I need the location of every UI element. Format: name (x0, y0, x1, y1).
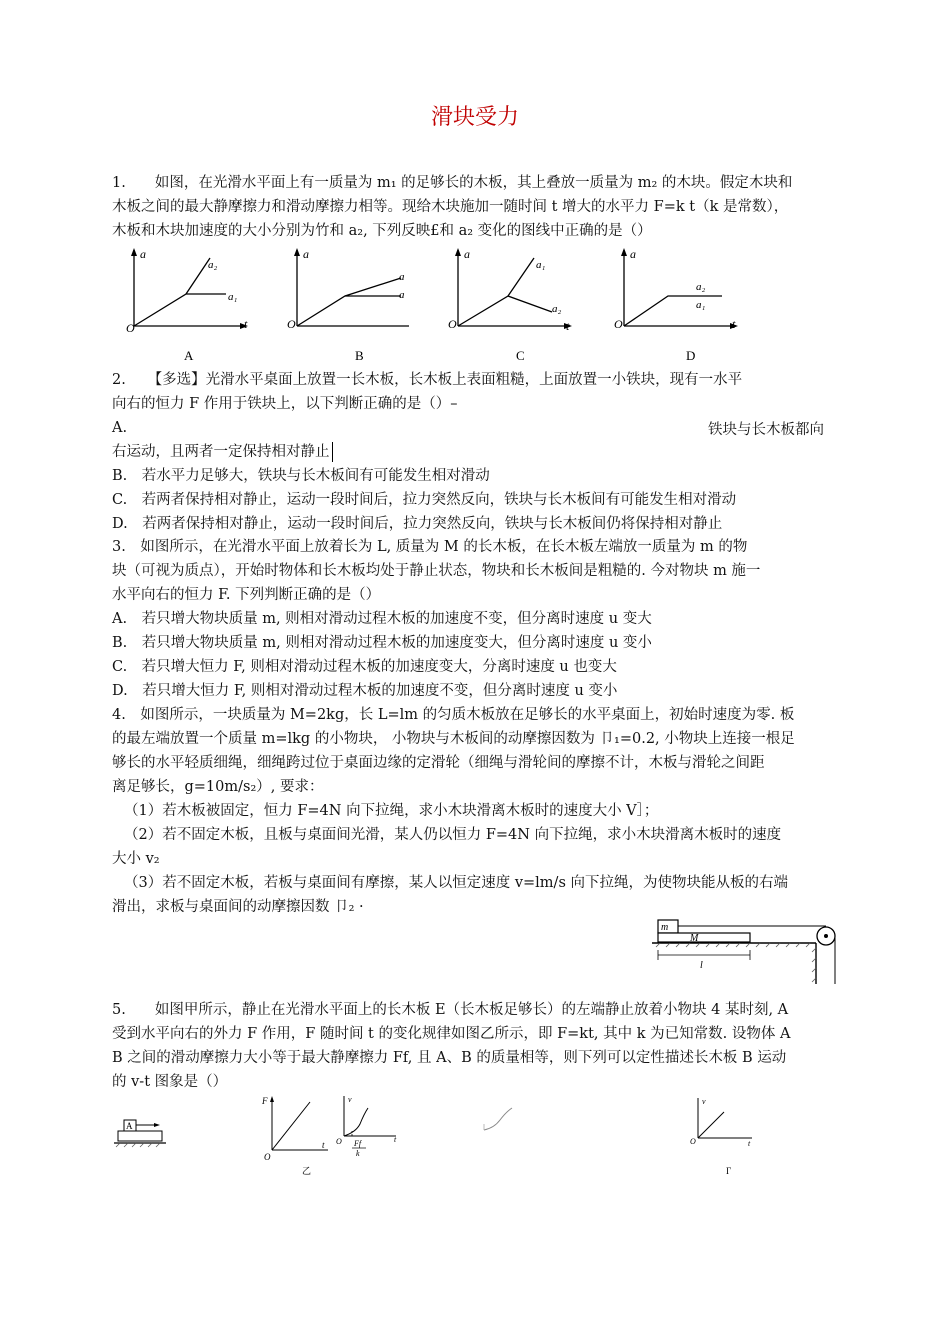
q5-vt2-origin: O (690, 1137, 696, 1146)
q4-part-3-cont: 滑出，求板与桌面间的动摩擦因数 卩₂ · (112, 899, 364, 915)
q3-line-3: 水平向右的恒力 F. 下列判断正确的是（） (112, 587, 381, 603)
q1c-axis-y: a (464, 247, 470, 261)
q5-ft-caption: 乙 (302, 1166, 312, 1176)
q5-line-1: 5. 如图甲所示，静止在光滑水平面上的长木板 E（长木板足够长）的左端静止放着小物块 4 某时刻, A (112, 1002, 789, 1018)
q5-faint-curve (480, 1106, 520, 1136)
q1d-upper: a₂ (696, 281, 706, 293)
q4-fig-m: m (661, 922, 669, 933)
q1a-axis-y: a (140, 247, 146, 261)
q5-line-4: 的 v-t 图象是（） (112, 1074, 228, 1090)
q5-line-3: B 之间的滑动摩擦力大小等于最大静摩擦力 Ff, 且 A、B 的质量相等，则下列可以定性描述长木板 B 运动 (112, 1050, 787, 1066)
q1b-axis-y: a (303, 247, 309, 261)
q2-opt-a-cont: 右运动，且两者一定保持相对静止 (112, 442, 333, 462)
q1-graph-d (612, 246, 752, 361)
q3-opt-b: B. 若只增大物块质量 m, 则相对滑动过程木板的加速度变大，但分离时速度 u 变小 (112, 635, 652, 651)
q4-line-3: 够长的水平轻质细绳，细绳跨过位于桌面边缘的定滑轮（细绳与滑轮间的摩擦不计，木板与滑轮之间距 (112, 755, 765, 771)
q2-opt-a-label: A. (112, 420, 128, 436)
q4-part-2-cont: 大小 v₂ (112, 851, 160, 867)
q4-part-1: （1）若木板被固定，恒力 F=4N 向下拉绳，求小木块滑离木板时的速度大小 V］； (124, 803, 659, 819)
q1b-origin: O (287, 317, 296, 331)
q1a-upper: a₂ (208, 259, 218, 271)
q2-opt-b: B. 若水平力足够大，铁块与长木板间有可能发生相对滑动 (112, 468, 490, 484)
q1-graph-b (285, 246, 425, 361)
q1-line-3: 木板和木块加速度的大小分别为竹和 a₂, 下列反映£和 a₂ 变化的图线中正确的是（） (112, 223, 652, 239)
q4-fig-M: M (690, 933, 699, 944)
q1c-upper: a₁ (536, 259, 546, 271)
q2-opt-d: D. 若两者保持相对静止，运动一段时间后，拉力突然反向，铁块与长木板间仍将保持相对静止 (112, 516, 723, 532)
q1d-axis-x: t (732, 317, 736, 331)
q1-line-2: 木板之间的最大静摩擦力和滑动摩擦力相等。现给木块施加一随时间 t 增大的水平力 F=k t（k 是常数）， (112, 199, 789, 215)
q5-vt2-axis-x: t (748, 1139, 751, 1148)
q5-vt-axis-y: v (348, 1095, 352, 1104)
q4-part-3: （3）若不固定木板，若板与桌面间有摩擦，某人以恒定速度 v=lm/s 向下拉绳，为使物块能从板的右端 (124, 875, 788, 891)
q1d-lower: a₁ (696, 299, 706, 311)
q3-line-2: 块（可视为质点），开始时物体和长木板均处于静止状态，物块和长木板间是粗糙的. 今对物块 m 施一 (112, 563, 761, 579)
q5-block-label: A (126, 1121, 133, 1131)
q5-ft-axis-x: t (322, 1140, 325, 1150)
q1a-axis-x: t (244, 317, 248, 331)
q4-line-1: 4. 如图所示，一块质量为 M=2kg，长 L=lm 的匀质木板放在足够长的水平桌面上，初始时速度为零. 板 (112, 707, 795, 723)
q3-opt-a: A. 若只增大物块质量 m, 则相对滑动过程木板的加速度不变，但分离时速度 u 变大 (112, 611, 652, 627)
q1a-lower: a₁ (228, 291, 238, 303)
q1d-axis-y: a (630, 247, 636, 261)
q1c-lower: a₂ (552, 303, 562, 315)
q4-line-2: 的最左端放置一个质量 m=lkg 的小物块， 小物块与木板间的动摩擦因数为 卩₁=0.2, 小物块上连接一根足 (112, 731, 795, 747)
q4-board-figure (650, 912, 840, 988)
q3-opt-d: D. 若只增大恒力 F, 则相对滑动过程木板的加速度不变，但分离时速度 u 变小 (112, 683, 618, 699)
q5-ft-graph (258, 1094, 338, 1176)
q1d-origin: O (614, 317, 623, 331)
q2-line-2: 向右的恒力 F 作用于铁块上，以下判断正确的是（）– (112, 396, 458, 412)
q1-graph-c (446, 246, 586, 361)
q1b-label: B (355, 348, 364, 361)
q5-block-figure (114, 1114, 174, 1154)
q1b-lower: a (399, 289, 405, 301)
q1-graph-a (122, 246, 262, 361)
q3-line-1: 3. 如图所示，在光滑水平面上放着长为 L, 质量为 M 的长木板，在长木板左端放一质量为 m 的物 (112, 539, 748, 555)
q5-vt-frac-bot: k (356, 1149, 360, 1158)
q4-fig-l: l (700, 960, 703, 971)
q4-line-4: 离足够长，g=10m/s₂）, 要求： (112, 779, 324, 795)
q1c-label: C (516, 348, 525, 361)
q4-part-2: （2）若不固定木板，且板与桌面间光滑，某人仍以恒力 F=4N 向下拉绳，求小木块滑离木板时的速度 (124, 827, 782, 843)
q1b-upper: a (399, 271, 405, 283)
q5-vt-graph-right (684, 1094, 774, 1176)
page-title: 滑块受力 (430, 105, 519, 130)
q3-opt-c: C. 若只增大恒力 F, 则相对滑动过程木板的加速度变大，分离时速度 u 也变大 (112, 659, 617, 675)
q1-line-1: 1. 如图，在光滑水平面上有一质量为 m₁ 的足够长的木板，其上叠放一质量为 m₂ 的木块。假定木块和 (112, 175, 793, 191)
q5-vt2-caption: Γ (726, 1166, 732, 1176)
q5-vt-origin: O (336, 1137, 342, 1146)
q5-vt-frac-top: Ff (354, 1139, 362, 1148)
q5-ft-axis-y: F (262, 1096, 268, 1106)
q1c-axis-x: t (566, 319, 570, 333)
q2-line-1: 2. 【多选】光滑水平桌面上放置一长木板，长木板上表面粗糙，上面放置一小铁块，现有一水平 (112, 372, 743, 388)
q1a-origin: O (126, 321, 135, 335)
q5-ft-origin: O (264, 1152, 271, 1162)
q5-vt-axis-x: t (394, 1135, 397, 1144)
q2-opt-c: C. 若两者保持相对静止，运动一段时间后，拉力突然反向，铁块与长木板间有可能发生相对滑动 (112, 492, 737, 508)
q2-opt-a-right: 铁块与长木板都向 (708, 422, 824, 438)
q5-vt2-axis-y: v (702, 1097, 706, 1106)
q1a-label: A (184, 348, 194, 361)
q1d-label: D (686, 348, 696, 361)
q5-vt-graph (334, 1094, 404, 1164)
q1c-origin: O (448, 317, 457, 331)
q5-line-2: 受到水平向右的外力 F 作用，F 随时间 t 的变化规律如图乙所示，即 F=kt, 其中 k 为已知常数. 设物体 A (112, 1026, 791, 1042)
